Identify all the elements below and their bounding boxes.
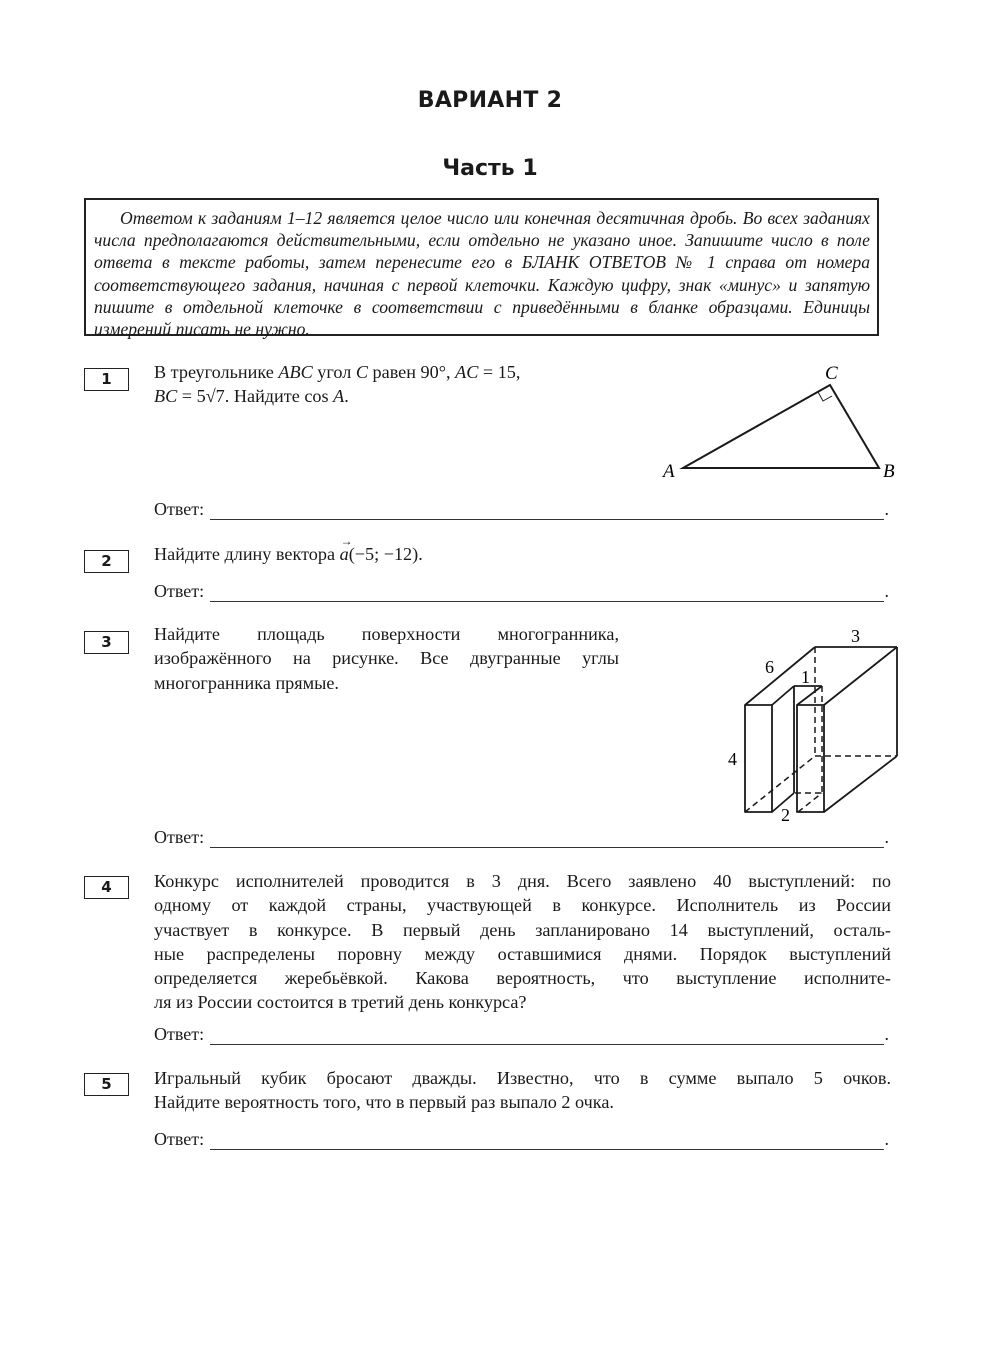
answer-label: Ответ:: [154, 499, 205, 519]
answer-dot: .: [884, 499, 889, 519]
answer-field-5[interactable]: [154, 1128, 889, 1150]
task-4-line: ные распределены поровну между оставшимися днями. Порядок выступлений: [154, 943, 891, 964]
answer-label: Ответ:: [154, 1129, 205, 1149]
vertex-label-a: A: [663, 461, 675, 482]
vertex-label-c: C: [825, 363, 838, 384]
answer-field-1[interactable]: [154, 498, 889, 520]
instructions-box: [84, 198, 879, 340]
variant-title: ВАРИАНТ 2: [417, 88, 563, 113]
task-1-var-a: A: [333, 386, 345, 407]
task-1-var-ac: AC: [455, 362, 479, 382]
part-title: Часть 1: [442, 156, 538, 181]
task-1-text: [154, 360, 634, 409]
triangle-figure: [650, 355, 910, 490]
task-1-var-bc: BC: [154, 386, 178, 407]
task-1-text-part: = 15,: [478, 362, 521, 382]
answer-line[interactable]: [210, 499, 883, 520]
right-angle-mark-icon: [818, 392, 832, 401]
answer-line[interactable]: [210, 827, 883, 848]
task-4-line: участвует в конкурсе. В первый день запланировано 14 выступлений, осталь-: [154, 919, 891, 940]
task-1-var-abc: ABC: [278, 362, 313, 382]
task-number-1: 1: [84, 368, 129, 391]
answer-line[interactable]: [210, 581, 883, 602]
task-number-3: 3: [84, 631, 129, 654]
task-1-text-part: равен 90°,: [367, 362, 456, 382]
dim-label-slot: 1: [801, 667, 810, 687]
task-5-text: [154, 1066, 891, 1115]
answer-line[interactable]: [210, 1129, 883, 1150]
vector-arrow-icon: →: [340, 534, 353, 548]
task-1-text-part: угол: [312, 362, 356, 382]
answer-dot: .: [884, 581, 889, 601]
answer-field-2[interactable]: [154, 580, 889, 602]
task-4-text: [154, 869, 891, 1015]
task-4-line: ля из России состоится в третий день конкурса?: [154, 992, 527, 1013]
task-1-var-c: C: [355, 362, 368, 382]
instructions-text: Ответом к заданиям 1–12 является целое число или конечная десятичная дробь. Во всех заданиях числа предполагаются действительными, если отдельно не указано иное. Запишите число в поле ответа в тексте работы, затем перенесите его в БЛАНК ОТВЕТОВ № 1 справа от номера соответствующего задания, начиная с первой клеточки. Каждую цифру, знак «минус» и запятую пишите в отдельной клеточке в соответствии с приведёнными в бланке образцами. Единицы измерений писать не нужно.: [94, 208, 870, 340]
polyhedron-figure: [720, 620, 910, 830]
answer-label: Ответ:: [154, 827, 205, 847]
task-2-text-part: Найдите длину вектора: [154, 544, 340, 564]
answer-dot: .: [884, 1129, 889, 1149]
dim-label-height: 4: [728, 749, 737, 769]
task-3-line: изображённого на рисунке. Все двугранные углы: [154, 648, 619, 669]
vector-name: a: [339, 544, 349, 564]
answer-label: Ответ:: [154, 1024, 205, 1044]
answer-dot: .: [884, 1024, 889, 1044]
vertex-label-b: B: [883, 461, 895, 482]
dim-label-width: 3: [851, 626, 860, 646]
task-number-5: 5: [84, 1073, 129, 1096]
triangle-shape: [683, 385, 879, 468]
answer-field-3[interactable]: [154, 826, 889, 848]
task-4-line: одному от каждой страны, участвующей в конкурсе. Исполнитель из России: [154, 895, 891, 916]
right-panel-front: [797, 705, 824, 812]
task-3-line: многогранника прямые.: [154, 672, 339, 693]
task-number-2: 2: [84, 550, 129, 573]
task-1-text-part: .: [344, 386, 349, 407]
task-4-line: определяется жеребьёвкой. Какова вероятность, что выступление исполните-: [154, 968, 891, 989]
task-4-line: Конкурс исполнителей проводится в 3 дня. Всего заявлено 40 выступлений: по: [154, 871, 891, 891]
dim-label-gap: 2: [781, 805, 790, 825]
task-1-text-part: В треугольнике: [154, 362, 279, 382]
task-2-text-part: (−5; −12).: [348, 544, 423, 564]
task-5-line: Игральный кубик бросают дважды. Известно, что в сумме выпало 5 очков.: [154, 1068, 891, 1088]
left-panel-front: [745, 705, 772, 812]
answer-dot: .: [884, 827, 889, 847]
task-3-text: [154, 622, 619, 695]
dim-label-depth: 6: [765, 657, 774, 677]
task-number-4: 4: [84, 876, 129, 899]
task-1-text-part: = 5√7. Найдите cos: [177, 386, 334, 407]
answer-line[interactable]: [210, 1024, 883, 1045]
answer-label: Ответ:: [154, 581, 205, 601]
task-2-text: [154, 534, 854, 566]
task-5-line: Найдите вероятность того, что в первый раз выпало 2 очка.: [154, 1092, 614, 1113]
answer-field-4[interactable]: [154, 1023, 889, 1045]
task-3-line: Найдите площадь поверхности многогранника,: [154, 624, 619, 644]
